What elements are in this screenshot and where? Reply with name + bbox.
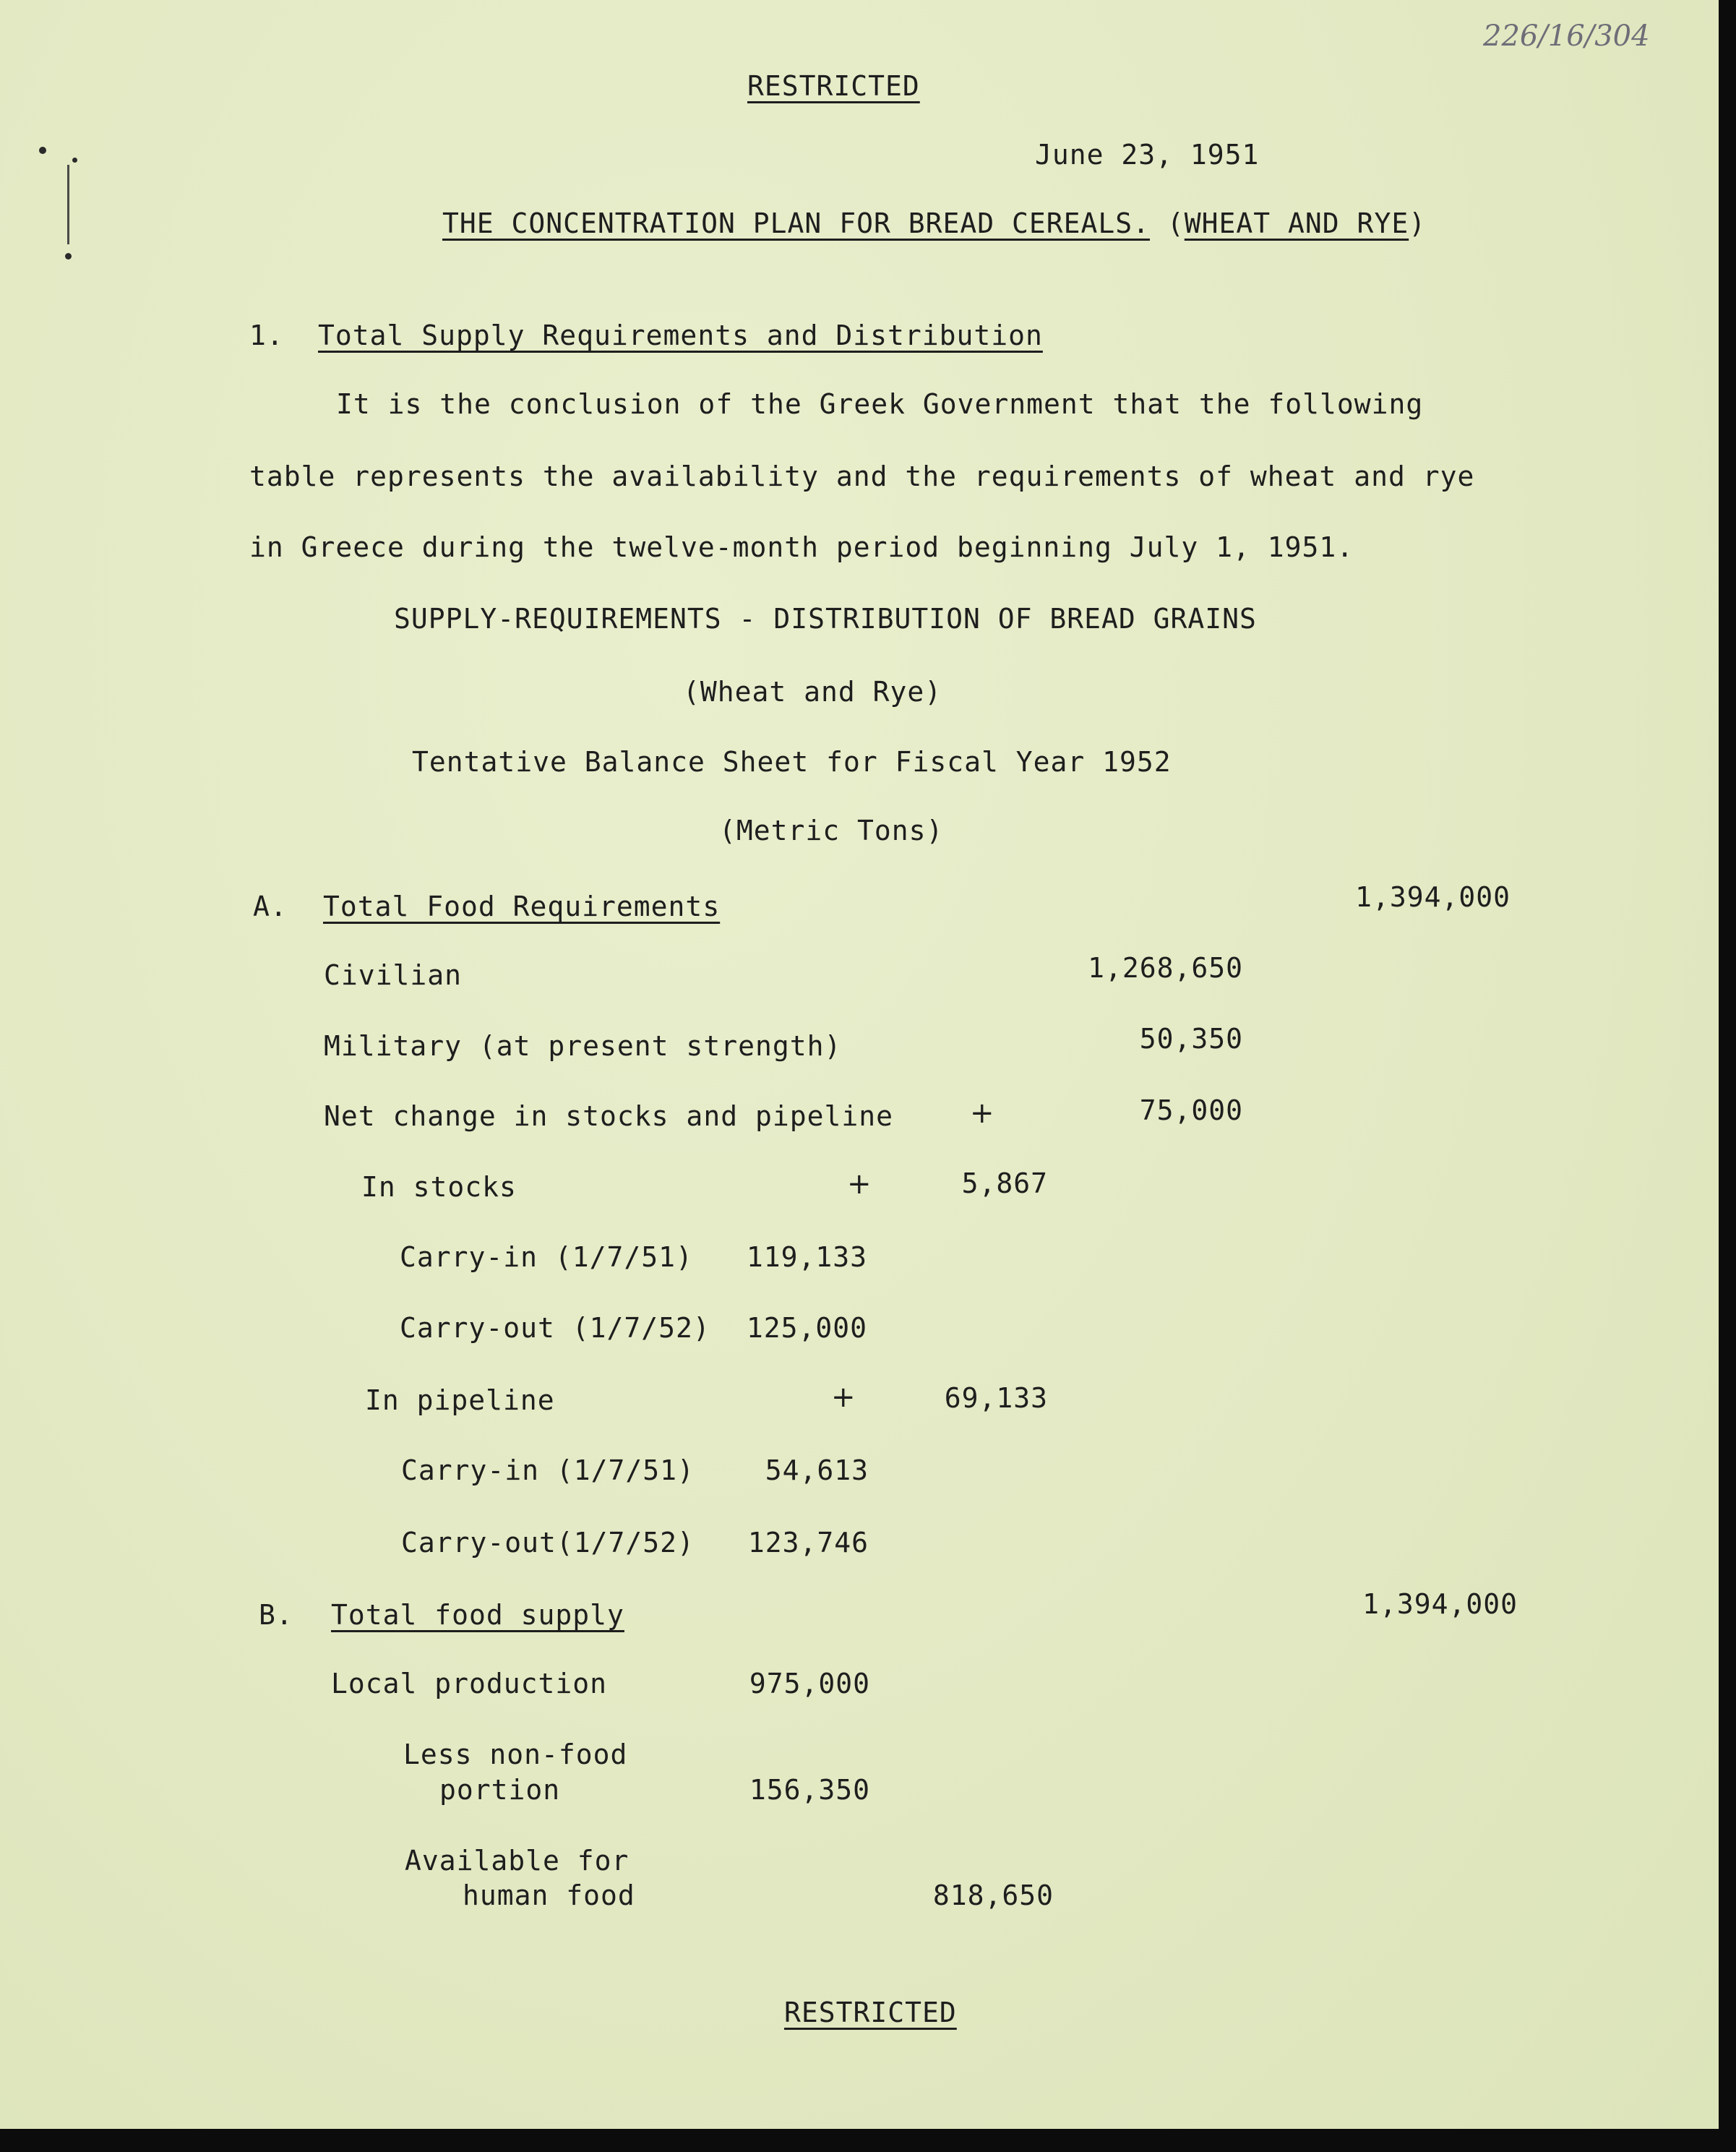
plus-sign: +: [847, 1167, 872, 1201]
net-change-label: Net change in stocks and pipeline: [324, 1100, 893, 1132]
stocks-carry-in-label: Carry-in (1/7/51): [400, 1241, 693, 1273]
available-label-2: human food: [463, 1879, 635, 1911]
pipeline-carry-in-value: 54,613: [765, 1454, 869, 1486]
pin-mark: [39, 147, 46, 154]
section-heading: Total Supply Requirements and Distribution: [318, 320, 1043, 351]
plus-sign: +: [970, 1097, 995, 1130]
military-value: 50,350: [1139, 1023, 1243, 1055]
less-non-food-label-2: portion: [439, 1774, 561, 1806]
title-main: THE CONCENTRATION PLAN FOR BREAD CEREALS.: [442, 207, 1150, 239]
in-pipeline-label: In pipeline: [365, 1384, 555, 1416]
pipeline-carry-in-label: Carry-in (1/7/51): [401, 1454, 695, 1486]
pin-mark: [67, 165, 69, 244]
table-subtitle: (Wheat and Rye): [683, 676, 942, 708]
stocks-carry-out-label: Carry-out (1/7/52): [400, 1312, 710, 1344]
less-non-food-value: 156,350: [749, 1774, 870, 1806]
stocks-carry-out-value: 125,000: [746, 1312, 867, 1344]
local-production-label: Local production: [331, 1668, 608, 1699]
pin-mark: [65, 253, 72, 260]
paragraph-line: in Greece during the twelve-month period beginning July 1, 1951.: [249, 531, 1354, 563]
table-title: SUPPLY-REQUIREMENTS - DISTRIBUTION OF BREAD GRAINS: [394, 603, 1257, 635]
section-b-total: 1,394,000: [1362, 1588, 1518, 1620]
section-b-letter: B.: [259, 1599, 293, 1631]
title-sub: WHEAT AND RYE: [1184, 207, 1409, 239]
civilian-value: 1,268,650: [1088, 952, 1243, 984]
section-number: 1.: [249, 320, 284, 351]
military-label: Military (at present strength): [324, 1030, 842, 1062]
file-reference: 226/16/304: [1483, 20, 1650, 53]
civilian-label: Civilian: [324, 959, 463, 991]
section-a-label: Total Food Requirements: [323, 891, 721, 922]
paragraph-line: It is the conclusion of the Greek Government that the following: [336, 388, 1424, 420]
pin-mark: [72, 158, 77, 163]
less-non-food-label: Less non-food: [403, 1739, 628, 1770]
document-title: [442, 207, 1427, 239]
paragraph-line: table represents the availability and the requirements of wheat and rye: [249, 460, 1475, 492]
plus-sign: +: [831, 1381, 856, 1414]
title-paren-close: ): [1409, 207, 1427, 239]
in-stocks-value: 5,867: [961, 1167, 1048, 1199]
section-a-letter: A.: [253, 891, 288, 922]
title-paren-open: (: [1166, 207, 1185, 239]
stocks-carry-in-value: 119,133: [746, 1241, 867, 1273]
available-label: Available for: [405, 1845, 629, 1877]
restricted-footer: RESTRICTED: [784, 1997, 957, 2028]
document-date: June 23, 1951: [1035, 139, 1260, 171]
restricted-header: RESTRICTED: [747, 70, 920, 102]
pipeline-carry-out-value: 123,746: [747, 1527, 869, 1559]
available-value: 818,650: [932, 1879, 1054, 1911]
table-units: (Metric Tons): [719, 815, 944, 846]
section-a-total: 1,394,000: [1355, 881, 1511, 913]
pipeline-carry-out-label: Carry-out(1/7/52): [401, 1527, 695, 1559]
in-pipeline-value: 69,133: [944, 1382, 1048, 1414]
in-stocks-label: In stocks: [361, 1171, 517, 1203]
table-caption: Tentative Balance Sheet for Fiscal Year 1952: [412, 746, 1172, 778]
section-b-label: Total food supply: [331, 1599, 624, 1631]
net-change-value: 75,000: [1139, 1094, 1243, 1126]
local-production-value: 975,000: [749, 1668, 870, 1699]
